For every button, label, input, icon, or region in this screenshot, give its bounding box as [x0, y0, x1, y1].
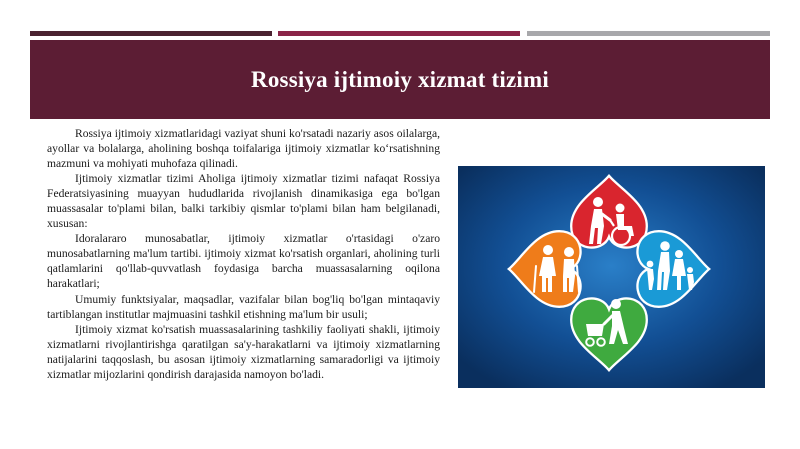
- top-accent-bar-gray: [527, 31, 770, 36]
- social-services-illustration: [458, 166, 765, 388]
- paragraph-5: Ijtimoiy xizmat ko'rsatish muassasalarining tashkiliy faoliyati shakli, ijtimoiy xizmatlarni rivojlantirishga qaratilgan sa'y-harakatlarni va ijtimoiy xizmatlarning natijalarini taqqoslash, bu asosan ijtimoiy xizmatlarning samaradorligi va ijtimoiy xizmatlar mijozlarini qondirish darajasida namoyon bo'ladi.: [47, 322, 440, 381]
- top-accent-bar-crimson: [278, 31, 520, 36]
- paragraph-2: Ijtimoiy xizmatlar tizimi Aholiga ijtimoiy xizmatlar tizimi nafaqat Rossiya Federatsiyasining muayyan hududlarida rivojlanish dinamikasiga ega bo'lgan muassasalar to'plami bilan, balki tarkibiy qismlar to'plami bilan ham belgilanadi, xususan:: [47, 172, 440, 231]
- paragraph-1: Rossiya ijtimoiy xizmatlaridagi vaziyat shuni ko'rsatadi nazariy asos oilalarga, ayollar va bolalarga, aholining boshqa toifalariga ijtimoiy xizmatlar ko‘rsatishning mazmuni va mohiyati muhofaza qilinadi.: [47, 127, 440, 171]
- top-accent-bar-dark: [30, 31, 272, 36]
- body-text: [47, 126, 440, 382]
- slide-title: Rossiya ijtimoiy xizmat tizimi: [251, 66, 549, 92]
- paragraph-4: Umumiy funktsiyalar, maqsadlar, vazifalar bilan bog'liq bo'lgan mintaqaviy tartiblangan institutlar majmuasini tashkil etishning ma'lum bir usuli;: [47, 292, 440, 321]
- paragraph-3: Idoralararo munosabatlar, ijtimoiy xizmatlar o'rtasidagi o'zaro munosabatlarning ma'lum tartibi. ijtimoiy xizmat ko'rsatish organlari, aholining turli qatlamlarini qo'llab-quvvatlash foydasiga barcha muassasalarning oqilona harakatlari;: [47, 232, 440, 291]
- title-banner: [30, 40, 770, 119]
